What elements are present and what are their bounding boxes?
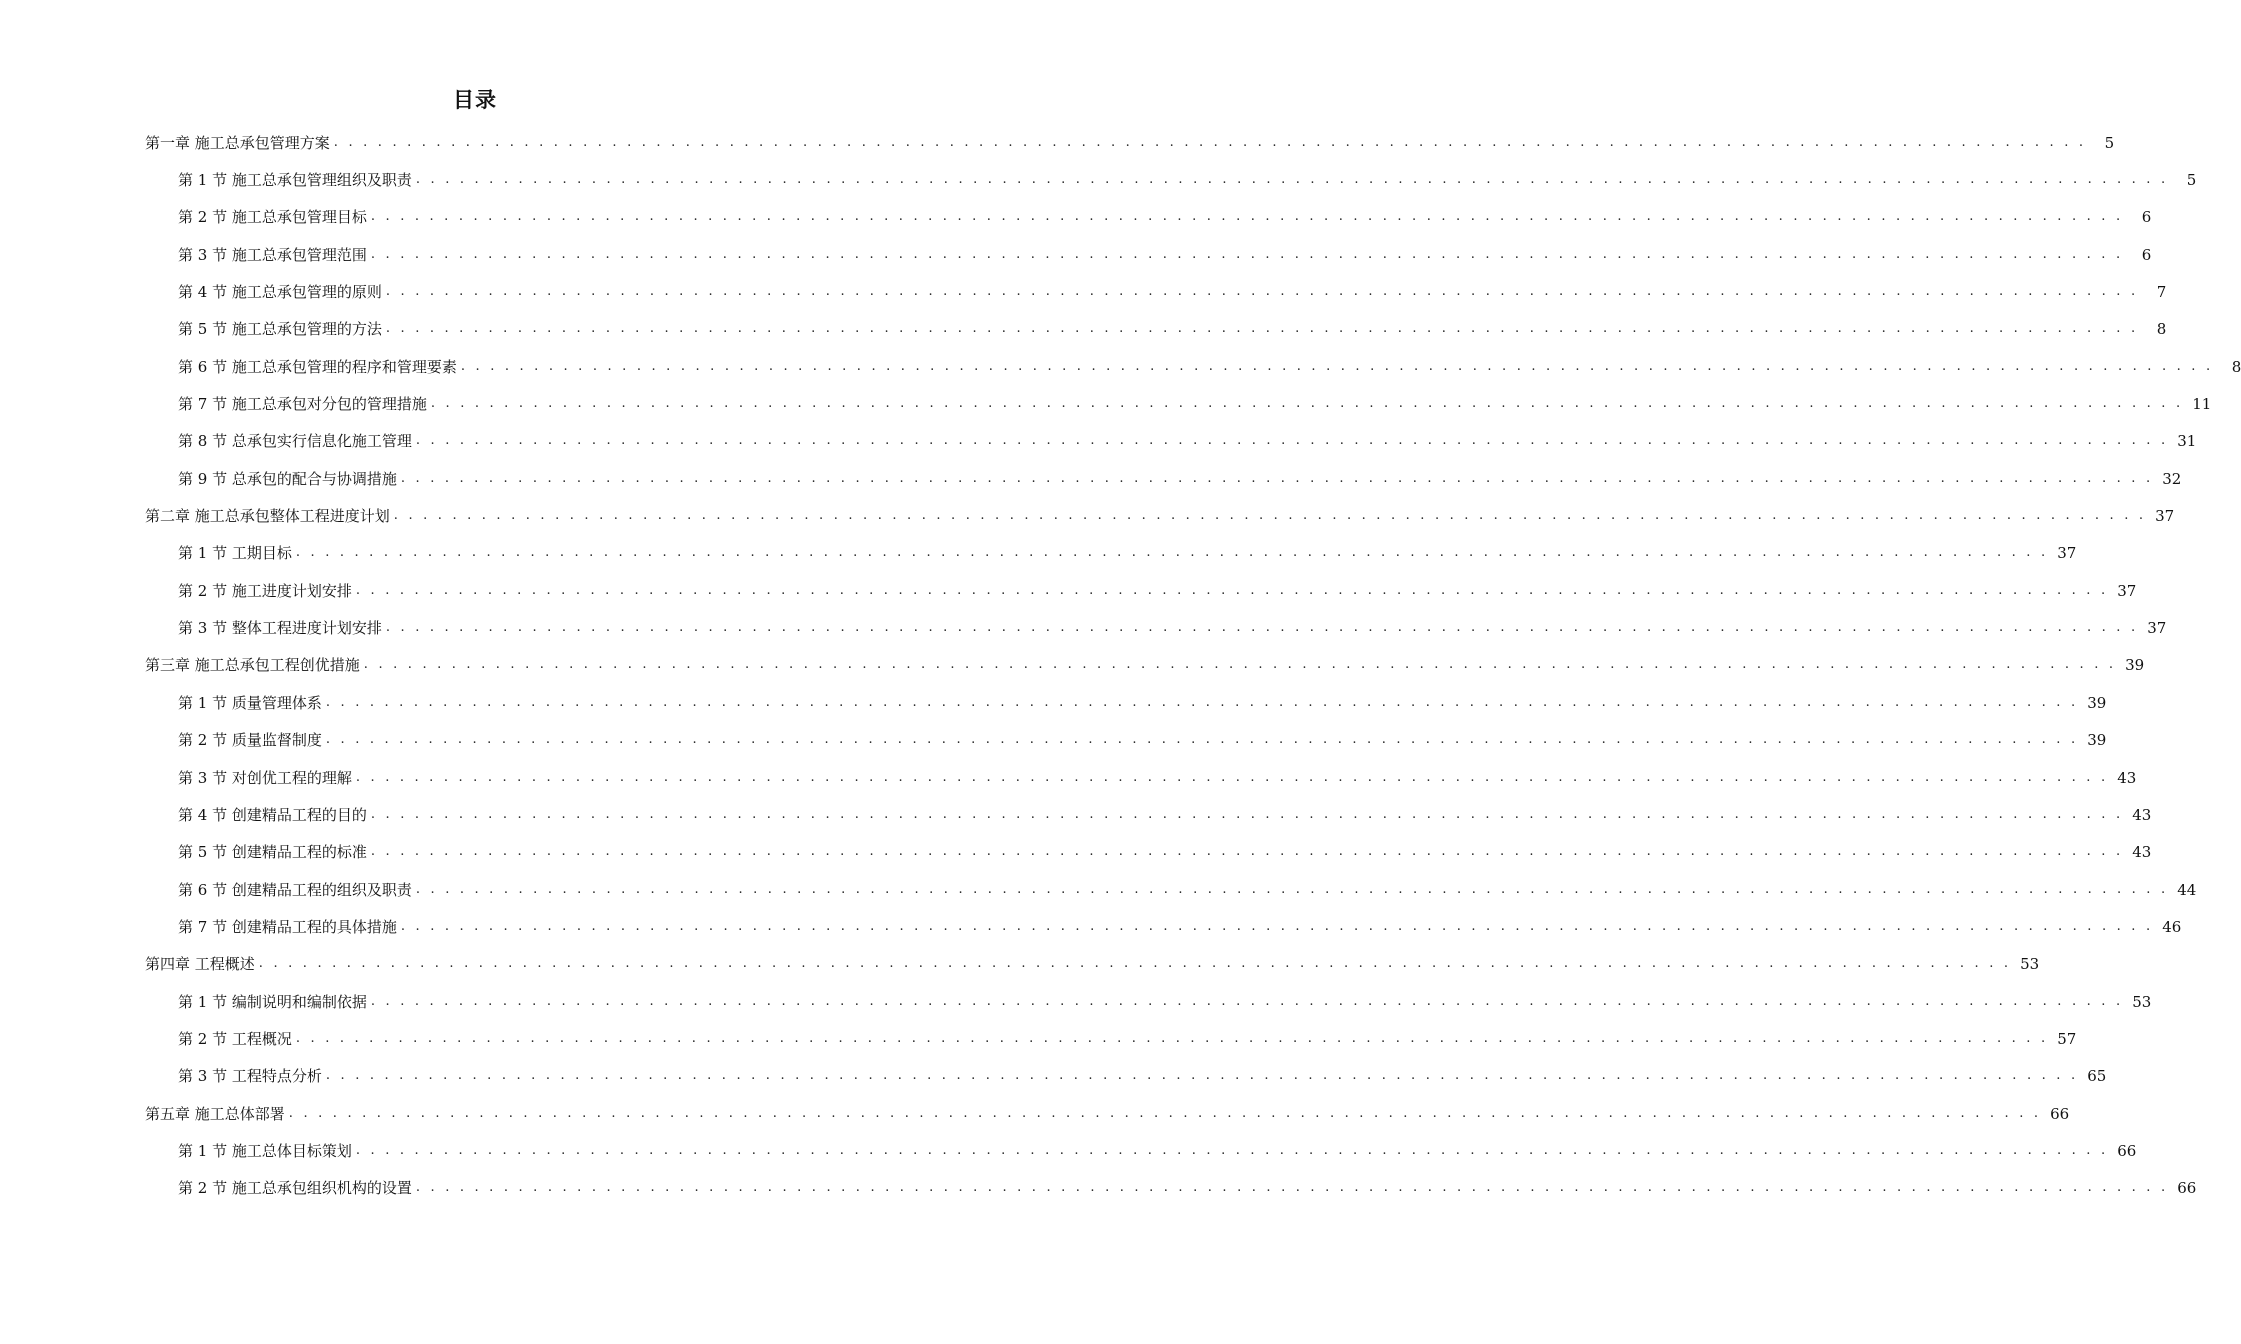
toc-section-entry[interactable] (0, 385, 2212, 422)
toc-page-number: 66 (2177, 1179, 2197, 1198)
toc-page-number: 43 (2117, 768, 2137, 787)
toc-entry-label: 第 1 节 编制说明和编制依据 (178, 992, 367, 1011)
toc-section-entry[interactable] (0, 311, 2167, 348)
toc-entry-label: 第 6 节 施工总承包管理的程序和管理要素 (178, 357, 457, 376)
toc-page-number: 37 (2057, 544, 2077, 563)
toc-entry-label: 第四章 工程概述 (145, 955, 255, 974)
toc-page-number: 66 (2117, 1141, 2137, 1160)
toc-section-entry[interactable] (0, 161, 2197, 198)
toc-dot-leader: . . . . . . . . . . . . . . . . . . . . . . . . . . . . . . . . . . . . . . . . . . . . . . . . . . . . . . . . . . . . . . . . . . . . . . . . . . . . . . . . . . . . . . . . . . . . . . . . . . . . . . . . . . . . . . . . . . . . . . . . (295, 545, 2049, 561)
toc-section-entry[interactable] (0, 722, 2107, 759)
toc-entry-label: 第 4 节 创建精品工程的目的 (178, 805, 367, 824)
toc-page-number: 5 (2186, 171, 2197, 190)
toc-entry-label: 第 2 节 质量监督制度 (178, 731, 322, 750)
toc-entry-label: 第 9 节 总承包的配合与协调措施 (178, 469, 397, 488)
toc-section-entry[interactable] (0, 684, 2107, 721)
toc-dot-leader: . . . . . . . . . . . . . . . . . . . . . . . . . . . . . . . . . . . . . . . . . . . . . . . . . . . . . . . . . . . . . . . . . . . . . . . . . . . . . . . . . . . . . . . . . . . . . . . . . . . . . . . . . . . . . . . . . . . . . . . . (400, 918, 2154, 934)
toc-dot-leader: . . . . . . . . . . . . . . . . . . . . . . . . . . . . . . . . . . . . . . . . . . . . . . . . . . . . . . . . . . . . . . . . . . . . . . . . . . . . . . . . . . . . . . . . . . . . . . . . . . . . . . . . . . . . . . . . . . . . . . . . (325, 694, 2079, 710)
toc-dot-leader: . . . . . . . . . . . . . . . . . . . . . . . . . . . . . . . . . . . . . . . . . . . . . . . . . . . . . . . . . . . . . . . . . . . . . . . . . . . . . . . . . . . . . . . . . . . . . . . . . . . . . . . . . . . . . . . . . . . . . . . . (355, 1142, 2109, 1158)
toc-entry-label: 第二章 施工总承包整体工程进度计划 (145, 507, 390, 526)
toc-section-entry[interactable] (0, 796, 2152, 833)
toc-section-entry[interactable] (0, 1020, 2077, 1057)
toc-section-entry[interactable] (0, 983, 2152, 1020)
toc-dot-leader: . . . . . . . . . . . . . . . . . . . . . . . . . . . . . . . . . . . . . . . . . . . . . . . . . . . . . . . . . . . . . . . . . . . . . . . . . . . . . . . . . . . . . . . . . . . . . . . . . . . . . . . . . . . . . . . . . . . . . . . . (333, 134, 2087, 150)
toc-section-entry[interactable] (0, 199, 2152, 236)
toc-page-number: 6 (2141, 245, 2152, 264)
toc-entry-label: 第 5 节 施工总承包管理的方法 (178, 320, 382, 339)
toc-section-entry[interactable] (0, 1058, 2107, 1095)
toc-list (0, 124, 2241, 1207)
toc-page-number: 8 (2231, 357, 2241, 376)
toc-chapter-entry[interactable] (0, 946, 2040, 983)
toc-entry-label: 第三章 施工总承包工程创优措施 (145, 656, 360, 675)
toc-dot-leader: . . . . . . . . . . . . . . . . . . . . . . . . . . . . . . . . . . . . . . . . . . . . . . . . . . . . . . . . . . . . . . . . . . . . . . . . . . . . . . . . . . . . . . . . . . . . . . . . . . . . . . . . . . . . . . . . . . . . . . . . (370, 246, 2124, 262)
toc-dot-leader: . . . . . . . . . . . . . . . . . . . . . . . . . . . . . . . . . . . . . . . . . . . . . . . . . . . . . . . . . . . . . . . . . . . . . . . . . . . . . . . . . . . . . . . . . . . . . . . . . . . . . . . . . . . . . . . . . . . . . . . . (355, 769, 2109, 785)
toc-entry-label: 第一章 施工总承包管理方案 (145, 133, 330, 152)
toc-section-entry[interactable] (0, 1132, 2137, 1169)
toc-dot-leader: . . . . . . . . . . . . . . . . . . . . . . . . . . . . . . . . . . . . . . . . . . . . . . . . . . . . . . . . . . . . . . . . . . . . . . . . . . . . . . . . . . . . . . . . . . . . . . . . . . . . . . . . . . . . . . . . . . . . . . . . (370, 993, 2124, 1009)
toc-chapter-entry[interactable] (0, 124, 2115, 161)
toc-page-number: 57 (2057, 1029, 2077, 1048)
toc-section-entry[interactable] (0, 1170, 2197, 1207)
toc-page-number: 31 (2177, 432, 2197, 451)
toc-dot-leader: . . . . . . . . . . . . . . . . . . . . . . . . . . . . . . . . . . . . . . . . . . . . . . . . . . . . . . . . . . . . . . . . . . . . . . . . . . . . . . . . . . . . . . . . . . . . . . . . . . . . . . . . . . . . . . . . . . . . . . . . (415, 1180, 2169, 1196)
toc-entry-label: 第 3 节 对创优工程的理解 (178, 768, 352, 787)
toc-section-entry[interactable] (0, 348, 2241, 385)
toc-section-entry[interactable] (0, 236, 2152, 273)
toc-dot-leader: . . . . . . . . . . . . . . . . . . . . . . . . . . . . . . . . . . . . . . . . . . . . . . . . . . . . . . . . . . . . . . . . . . . . . . . . . . . . . . . . . . . . . . . . . . . . . . . . . . . . . . . . . . . . . . . . . . . . . . . . (325, 732, 2079, 748)
toc-page-number: 43 (2132, 805, 2152, 824)
toc-dot-leader: . . . . . . . . . . . . . . . . . . . . . . . . . . . . . . . . . . . . . . . . . . . . . . . . . . . . . . . . . . . . . . . . . . . . . . . . . . . . . . . . . . . . . . . . . . . . . . . . . . . . . . . . . . . . . . . . . . . . . . . . (363, 657, 2117, 673)
toc-entry-label: 第 8 节 总承包实行信息化施工管理 (178, 432, 412, 451)
toc-dot-leader: . . . . . . . . . . . . . . . . . . . . . . . . . . . . . . . . . . . . . . . . . . . . . . . . . . . . . . . . . . . . . . . . . . . . . . . . . . . . . . . . . . . . . . . . . . . . . . . . . . . . . . . . . . . . . . . . . . . . . . . . (415, 881, 2169, 897)
toc-section-entry[interactable] (0, 871, 2197, 908)
toc-dot-leader: . . . . . . . . . . . . . . . . . . . . . . . . . . . . . . . . . . . . . . . . . . . . . . . . . . . . . . . . . . . . . . . . . . . . . . . . . . . . . . . . . . . . . . . . . . . . . . . . . . . . . . . . . . . . . . . . . . . . . . . . (415, 433, 2169, 449)
toc-entry-label: 第 1 节 工期目标 (178, 544, 292, 563)
toc-page-number: 7 (2156, 283, 2167, 302)
toc-page-number: 53 (2020, 955, 2040, 974)
toc-section-entry[interactable] (0, 535, 2077, 572)
toc-dot-leader: . . . . . . . . . . . . . . . . . . . . . . . . . . . . . . . . . . . . . . . . . . . . . . . . . . . . . . . . . . . . . . . . . . . . . . . . . . . . . . . . . . . . . . . . . . . . . . . . . . . . . . . . . . . . . . . . . . . . . . . . (258, 956, 2012, 972)
toc-dot-leader: . . . . . . . . . . . . . . . . . . . . . . . . . . . . . . . . . . . . . . . . . . . . . . . . . . . . . . . . . . . . . . . . . . . . . . . . . . . . . . . . . . . . . . . . . . . . . . . . . . . . . . . . . . . . . . . . . . . . . . . . (460, 358, 2214, 374)
toc-entry-label: 第 2 节 工程概况 (178, 1029, 292, 1048)
toc-page-number: 39 (2087, 731, 2107, 750)
toc-page-number: 43 (2132, 843, 2152, 862)
toc-entry-label: 第 2 节 施工进度计划安排 (178, 581, 352, 600)
toc-section-entry[interactable] (0, 423, 2197, 460)
toc-page-number: 6 (2141, 208, 2152, 227)
toc-page-number: 32 (2162, 469, 2182, 488)
toc-page-number: 39 (2125, 656, 2145, 675)
toc-dot-leader: . . . . . . . . . . . . . . . . . . . . . . . . . . . . . . . . . . . . . . . . . . . . . . . . . . . . . . . . . . . . . . . . . . . . . . . . . . . . . . . . . . . . . . . . . . . . . . . . . . . . . . . . . . . . . . . . . . . . . . . . (415, 172, 2169, 188)
toc-page-number: 66 (2050, 1104, 2070, 1123)
toc-chapter-entry[interactable] (0, 647, 2145, 684)
toc-dot-leader: . . . . . . . . . . . . . . . . . . . . . . . . . . . . . . . . . . . . . . . . . . . . . . . . . . . . . . . . . . . . . . . . . . . . . . . . . . . . . . . . . . . . . . . . . . . . . . . . . . . . . . . . . . . . . . . . . . . . . . . . (295, 1030, 2049, 1046)
toc-entry-label: 第 1 节 施工总体目标策划 (178, 1141, 352, 1160)
toc-chapter-entry[interactable] (0, 1095, 2070, 1132)
toc-entry-label: 第 1 节 质量管理体系 (178, 693, 322, 712)
toc-page-number: 39 (2087, 693, 2107, 712)
toc-section-entry[interactable] (0, 609, 2167, 646)
toc-page-number: 5 (2104, 133, 2115, 152)
toc-page-number: 37 (2155, 507, 2175, 526)
toc-entry-label: 第 4 节 施工总承包管理的原则 (178, 283, 382, 302)
toc-page-number: 37 (2147, 619, 2167, 638)
toc-page-number: 37 (2117, 581, 2137, 600)
toc-entry-label: 第 6 节 创建精品工程的组织及职责 (178, 880, 412, 899)
toc-dot-leader: . . . . . . . . . . . . . . . . . . . . . . . . . . . . . . . . . . . . . . . . . . . . . . . . . . . . . . . . . . . . . . . . . . . . . . . . . . . . . . . . . . . . . . . . . . . . . . . . . . . . . . . . . . . . . . . . . . . . . . . . (385, 620, 2139, 636)
toc-dot-leader: . . . . . . . . . . . . . . . . . . . . . . . . . . . . . . . . . . . . . . . . . . . . . . . . . . . . . . . . . . . . . . . . . . . . . . . . . . . . . . . . . . . . . . . . . . . . . . . . . . . . . . . . . . . . . . . . . . . . . . . . (370, 209, 2124, 225)
toc-section-entry[interactable] (0, 908, 2182, 945)
toc-page-number: 53 (2132, 992, 2152, 1011)
toc-entry-label: 第 3 节 整体工程进度计划安排 (178, 619, 382, 638)
toc-page-number: 8 (2156, 320, 2167, 339)
toc-section-entry[interactable] (0, 834, 2152, 871)
toc-section-entry[interactable] (0, 759, 2137, 796)
toc-dot-leader: . . . . . . . . . . . . . . . . . . . . . . . . . . . . . . . . . . . . . . . . . . . . . . . . . . . . . . . . . . . . . . . . . . . . . . . . . . . . . . . . . . . . . . . . . . . . . . . . . . . . . . . . . . . . . . . . . . . . . . . . (393, 508, 2147, 524)
toc-entry-label: 第 3 节 工程特点分析 (178, 1067, 322, 1086)
toc-dot-leader: . . . . . . . . . . . . . . . . . . . . . . . . . . . . . . . . . . . . . . . . . . . . . . . . . . . . . . . . . . . . . . . . . . . . . . . . . . . . . . . . . . . . . . . . . . . . . . . . . . . . . . . . . . . . . . . . . . . . . . . . (430, 396, 2184, 412)
toc-page-number: 65 (2087, 1067, 2107, 1086)
toc-dot-leader: . . . . . . . . . . . . . . . . . . . . . . . . . . . . . . . . . . . . . . . . . . . . . . . . . . . . . . . . . . . . . . . . . . . . . . . . . . . . . . . . . . . . . . . . . . . . . . . . . . . . . . . . . . . . . . . . . . . . . . . . (288, 1105, 2042, 1121)
toc-section-entry[interactable] (0, 460, 2182, 497)
toc-dot-leader: . . . . . . . . . . . . . . . . . . . . . . . . . . . . . . . . . . . . . . . . . . . . . . . . . . . . . . . . . . . . . . . . . . . . . . . . . . . . . . . . . . . . . . . . . . . . . . . . . . . . . . . . . . . . . . . . . . . . . . . . (355, 582, 2109, 598)
toc-page-number: 44 (2177, 880, 2197, 899)
toc-entry-label: 第五章 施工总体部署 (145, 1104, 285, 1123)
toc-dot-leader: . . . . . . . . . . . . . . . . . . . . . . . . . . . . . . . . . . . . . . . . . . . . . . . . . . . . . . . . . . . . . . . . . . . . . . . . . . . . . . . . . . . . . . . . . . . . . . . . . . . . . . . . . . . . . . . . . . . . . . . . (385, 321, 2139, 337)
toc-dot-leader: . . . . . . . . . . . . . . . . . . . . . . . . . . . . . . . . . . . . . . . . . . . . . . . . . . . . . . . . . . . . . . . . . . . . . . . . . . . . . . . . . . . . . . . . . . . . . . . . . . . . . . . . . . . . . . . . . . . . . . . . (385, 284, 2139, 300)
toc-section-entry[interactable] (0, 273, 2167, 310)
toc-entry-label: 第 3 节 施工总承包管理范围 (178, 245, 367, 264)
toc-entry-label: 第 2 节 施工总承包管理目标 (178, 208, 367, 227)
toc-chapter-entry[interactable] (0, 497, 2175, 534)
toc-entry-label: 第 1 节 施工总承包管理组织及职责 (178, 171, 412, 190)
toc-dot-leader: . . . . . . . . . . . . . . . . . . . . . . . . . . . . . . . . . . . . . . . . . . . . . . . . . . . . . . . . . . . . . . . . . . . . . . . . . . . . . . . . . . . . . . . . . . . . . . . . . . . . . . . . . . . . . . . . . . . . . . . . (400, 470, 2154, 486)
toc-entry-label: 第 7 节 施工总承包对分包的管理措施 (178, 395, 427, 414)
toc-section-entry[interactable] (0, 572, 2137, 609)
toc-title: 目录 (453, 88, 497, 112)
toc-dot-leader: . . . . . . . . . . . . . . . . . . . . . . . . . . . . . . . . . . . . . . . . . . . . . . . . . . . . . . . . . . . . . . . . . . . . . . . . . . . . . . . . . . . . . . . . . . . . . . . . . . . . . . . . . . . . . . . . . . . . . . . . (325, 1068, 2079, 1084)
toc-entry-label: 第 5 节 创建精品工程的标准 (178, 843, 367, 862)
toc-entry-label: 第 7 节 创建精品工程的具体措施 (178, 917, 397, 936)
toc-dot-leader: . . . . . . . . . . . . . . . . . . . . . . . . . . . . . . . . . . . . . . . . . . . . . . . . . . . . . . . . . . . . . . . . . . . . . . . . . . . . . . . . . . . . . . . . . . . . . . . . . . . . . . . . . . . . . . . . . . . . . . . . (370, 844, 2124, 860)
toc-dot-leader: . . . . . . . . . . . . . . . . . . . . . . . . . . . . . . . . . . . . . . . . . . . . . . . . . . . . . . . . . . . . . . . . . . . . . . . . . . . . . . . . . . . . . . . . . . . . . . . . . . . . . . . . . . . . . . . . . . . . . . . . (370, 806, 2124, 822)
toc-page-number: 11 (2192, 395, 2212, 414)
toc-entry-label: 第 2 节 施工总承包组织机构的设置 (178, 1179, 412, 1198)
toc-page-number: 46 (2162, 917, 2182, 936)
